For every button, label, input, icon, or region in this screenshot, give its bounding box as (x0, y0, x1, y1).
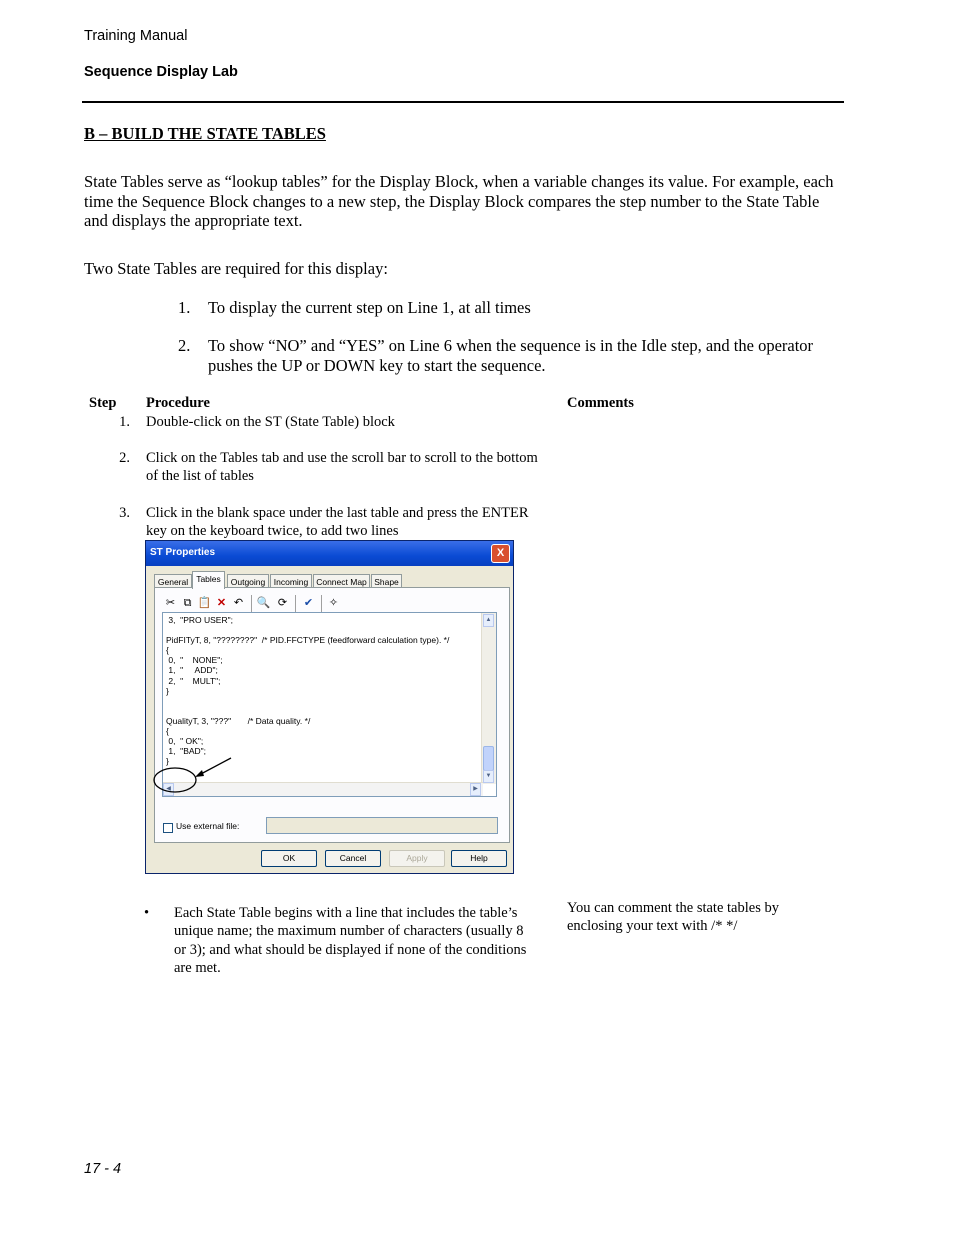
requirement-text: To display the current step on Line 1, at all times (208, 298, 531, 317)
external-file-row (161, 820, 501, 838)
column-header-comments: Comments (567, 395, 634, 411)
requirement-number: 2. (178, 336, 191, 355)
scroll-thumb[interactable] (483, 746, 494, 771)
callout-circle (154, 768, 196, 792)
section-heading: B – BUILD THE STATE TABLES (84, 124, 326, 143)
vertical-scrollbar[interactable] (481, 613, 496, 784)
use-external-file-label: Use external file: (176, 821, 240, 831)
scroll-left-icon[interactable]: ◀ (163, 783, 174, 796)
bullet-icon: • (144, 905, 150, 921)
tables-panel (154, 587, 510, 843)
requirement-text: To show “NO” and “YES” on Line 6 when the sequence is in the Idle step, and the operator pushes the UP or DOWN key to start the sequence. (208, 336, 814, 375)
tab-connect-map[interactable]: Connect Map (313, 574, 370, 588)
bullet-note: Each State Table begins with a line that includes the table’s unique name; the maximum number of characters (usually 8 or 3); and what should be displayed if none of the conditions are met. (174, 905, 527, 976)
intro-paragraph: State Tables serve as “lookup tables” for the Display Block, when a variable changes its value. For example, each time the Sequence Block changes to a new step, the Display Block compares the step number to the State Table and displays the appropriate text. (84, 172, 834, 230)
scroll-up-icon[interactable]: ▲ (483, 614, 494, 627)
find-icon[interactable]: 🔍 (256, 597, 271, 609)
delete-icon[interactable]: ✕ (216, 597, 227, 609)
dialog-titlebar (146, 541, 513, 566)
requirement-number: 1. (178, 298, 191, 317)
callout-arrow (199, 758, 231, 775)
use-external-file-checkbox[interactable] (163, 823, 173, 833)
tab-tables[interactable]: Tables (192, 571, 225, 589)
external-file-input[interactable] (266, 817, 498, 834)
apply-button[interactable]: Apply (389, 850, 445, 867)
ok-button[interactable]: OK (261, 850, 317, 867)
step-number: 1. (119, 414, 130, 430)
header-subtitle: Sequence Display Lab (84, 64, 238, 80)
tab-outgoing[interactable]: Outgoing (227, 574, 269, 588)
copy-icon[interactable]: ⧉ (183, 597, 192, 609)
page-number: 17 - 4 (84, 1161, 122, 1177)
callout-annotation (145, 740, 245, 800)
step-number: 3. (119, 505, 130, 521)
column-header-step: Step (89, 395, 117, 411)
dialog-title: ST Properties (150, 547, 216, 558)
toolbar-separator (321, 595, 322, 613)
tab-general[interactable]: General (154, 574, 192, 588)
st-properties-dialog (145, 540, 514, 874)
cut-icon[interactable]: ✂ (165, 597, 176, 609)
tab-shape[interactable]: Shape (371, 574, 402, 588)
tables-required-paragraph: Two State Tables are required for this display: (84, 259, 388, 278)
undo-icon[interactable]: ↶ (233, 597, 244, 609)
check-icon[interactable]: ✔ (303, 597, 314, 609)
step-text: Click on the Tables tab and use the scroll bar to scroll to the bottom of the list of tables (146, 450, 538, 485)
cancel-button[interactable]: Cancel (325, 850, 381, 867)
column-header-procedure: Procedure (146, 395, 210, 411)
toolbar-separator (295, 595, 296, 613)
step-text: Click in the blank space under the last table and press the ENTER key on the keyboard twice, to add two lines (146, 505, 529, 540)
editor-text[interactable]: 3, "PRO USER"; PidFITyT, 8, "????????" /* PID.FFCTYPE (feedforward calculation type). */ { 0, " NONE"; 1, " ADD"; 2, " MULT"; } QualityT, 3, "???" /* Data quality. */ { 0, " OK"; 1, "BAD"; } (166, 615, 450, 767)
header-divider (82, 101, 844, 103)
scroll-down-icon[interactable]: ▼ (483, 770, 494, 783)
wizard-icon[interactable]: ✧ (328, 597, 339, 609)
header-title: Training Manual (84, 28, 188, 44)
step-text: Double-click on the ST (State Table) block (146, 414, 395, 430)
tab-incoming[interactable]: Incoming (270, 574, 312, 588)
help-button[interactable]: Help (451, 850, 507, 867)
paste-icon[interactable]: 📋 (197, 597, 212, 609)
replace-icon[interactable]: ⟳ (277, 597, 288, 609)
comment-note: You can comment the state tables by enclosing your text with /* */ (567, 900, 779, 935)
scroll-right-icon[interactable]: ▶ (470, 783, 481, 796)
close-icon[interactable]: X (491, 544, 510, 563)
step-number: 2. (119, 450, 130, 466)
toolbar-separator (251, 595, 252, 613)
arrowhead-icon (195, 770, 204, 777)
